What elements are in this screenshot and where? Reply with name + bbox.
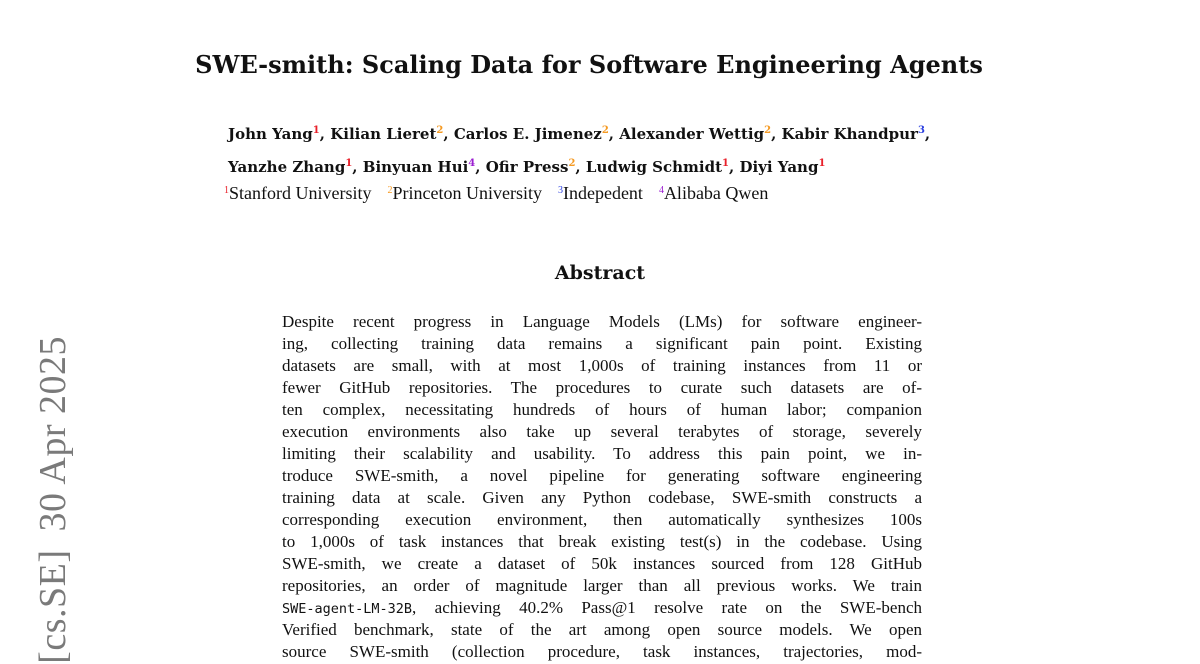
author bbox=[739, 158, 825, 176]
author-affiliation-mark: 2 bbox=[436, 125, 444, 136]
abstract-line bbox=[282, 597, 922, 619]
author bbox=[454, 125, 614, 143]
author-affiliation-mark: 2 bbox=[764, 125, 772, 136]
model-name-code: SWE-agent-LM-32B bbox=[282, 601, 413, 617]
abstract-line: to 1,000s of task instances that break existing test(s) in the codebase. Using bbox=[282, 532, 922, 551]
author-affiliation-mark: 4 bbox=[468, 158, 476, 169]
affiliation-list bbox=[224, 183, 784, 204]
author-affiliation-mark: 1 bbox=[312, 125, 320, 136]
abstract-line: repositories, an order of magnitude larger than all previous works. We train bbox=[282, 576, 922, 595]
affiliation-number: 1 bbox=[224, 185, 229, 196]
abstract-line: source SWE-smith (collection procedure, task instances, trajectories, mod- bbox=[282, 642, 922, 661]
abstract-line: ten complex, necessitating hundreds of hours of human labor; companion bbox=[282, 400, 922, 419]
affiliation bbox=[387, 183, 541, 203]
author bbox=[228, 125, 325, 143]
abstract-line: datasets are small, with at most 1,000s of training instances from 11 or bbox=[282, 356, 922, 375]
author-name: Carlos E. Jimenez bbox=[453, 125, 602, 143]
author bbox=[228, 158, 358, 176]
abstract-heading: Abstract bbox=[554, 262, 646, 284]
paper-title: SWE-smith: Scaling Data for Software Engineering Agents bbox=[195, 50, 983, 79]
arxiv-category: [cs.SE] bbox=[32, 549, 74, 664]
author-affiliation-mark: 1 bbox=[345, 158, 353, 169]
author bbox=[586, 158, 734, 176]
author-separator: , bbox=[352, 158, 358, 176]
author-separator: , bbox=[475, 158, 481, 176]
author-separator: , bbox=[608, 125, 615, 143]
author-name: Binyuan Hui bbox=[362, 158, 469, 176]
author-name: Kabir Khandpur bbox=[781, 125, 918, 143]
abstract-line: Despite recent progress in Language Models (LMs) for software engineer- bbox=[282, 312, 922, 331]
affiliation-name: Alibaba Qwen bbox=[663, 183, 769, 203]
author-name: Ludwig Schmidt bbox=[585, 158, 723, 176]
abstract-line: troduce SWE-smith, a novel pipeline for generating software engineering bbox=[282, 466, 922, 485]
affiliation bbox=[558, 183, 643, 203]
author-name: Ofir Press bbox=[485, 158, 569, 176]
author-affiliation-mark: 1 bbox=[818, 158, 826, 169]
abstract-line: ing, collecting training data remains a significant pain point. Existing bbox=[282, 334, 922, 353]
affiliation-number: 3 bbox=[557, 185, 563, 196]
author-separator: , bbox=[319, 125, 325, 143]
author bbox=[363, 158, 481, 176]
affiliation-name: Indepedent bbox=[562, 183, 643, 203]
author-affiliation-mark: 2 bbox=[601, 125, 609, 136]
abstract-line: training data at scale. Given any Python codebase, SWE-smith constructs a bbox=[282, 488, 922, 507]
author-separator: , bbox=[728, 158, 735, 176]
author-affiliation-mark: 3 bbox=[917, 125, 925, 136]
author-name: Alexander Wettig bbox=[619, 125, 765, 143]
author-separator: , bbox=[575, 158, 581, 176]
arxiv-date: 30 Apr 2025 bbox=[32, 336, 74, 532]
author-name: Yanzhe Zhang bbox=[228, 158, 346, 176]
abstract-line: corresponding execution environment, then automatically synthesizes 100s bbox=[282, 510, 922, 529]
author bbox=[330, 125, 448, 143]
author-separator: , bbox=[924, 125, 931, 143]
abstract-line: execution environments also take up several terabytes of storage, severely bbox=[282, 422, 922, 441]
author-name: John Yang bbox=[228, 125, 313, 143]
abstract-line: Verified benchmark, state of the art among open source models. We open bbox=[282, 620, 922, 639]
author-affiliation-mark: 2 bbox=[568, 158, 576, 169]
abstract-line: SWE-smith, we create a dataset of 50k instances sourced from 128 GitHub bbox=[282, 554, 922, 573]
affiliation bbox=[224, 183, 371, 203]
abstract-body bbox=[282, 311, 922, 663]
author-name: Diyi Yang bbox=[739, 158, 819, 176]
author bbox=[619, 125, 776, 143]
author-list bbox=[228, 118, 1128, 184]
author bbox=[486, 158, 581, 176]
abstract-line: fewer GitHub repositories. The procedures to curate such datasets are of- bbox=[282, 378, 922, 397]
author-name: Kilian Lieret bbox=[330, 125, 437, 143]
author-separator: , bbox=[443, 125, 449, 143]
affiliation-number: 2 bbox=[387, 185, 393, 196]
affiliation-number: 4 bbox=[658, 185, 664, 196]
author bbox=[782, 125, 931, 143]
author-affiliation-mark: 1 bbox=[722, 158, 729, 169]
abstract-line: limiting their scalability and usability. To address this pain point, we in- bbox=[282, 444, 922, 463]
affiliation-name: Stanford University bbox=[229, 183, 372, 203]
author-separator: , bbox=[771, 125, 777, 143]
abstract-line-text: , achieving 40.2% Pass@1 resolve rate on the SWE-bench bbox=[412, 598, 922, 617]
affiliation bbox=[659, 183, 768, 203]
affiliation-name: Princeton University bbox=[392, 183, 542, 203]
